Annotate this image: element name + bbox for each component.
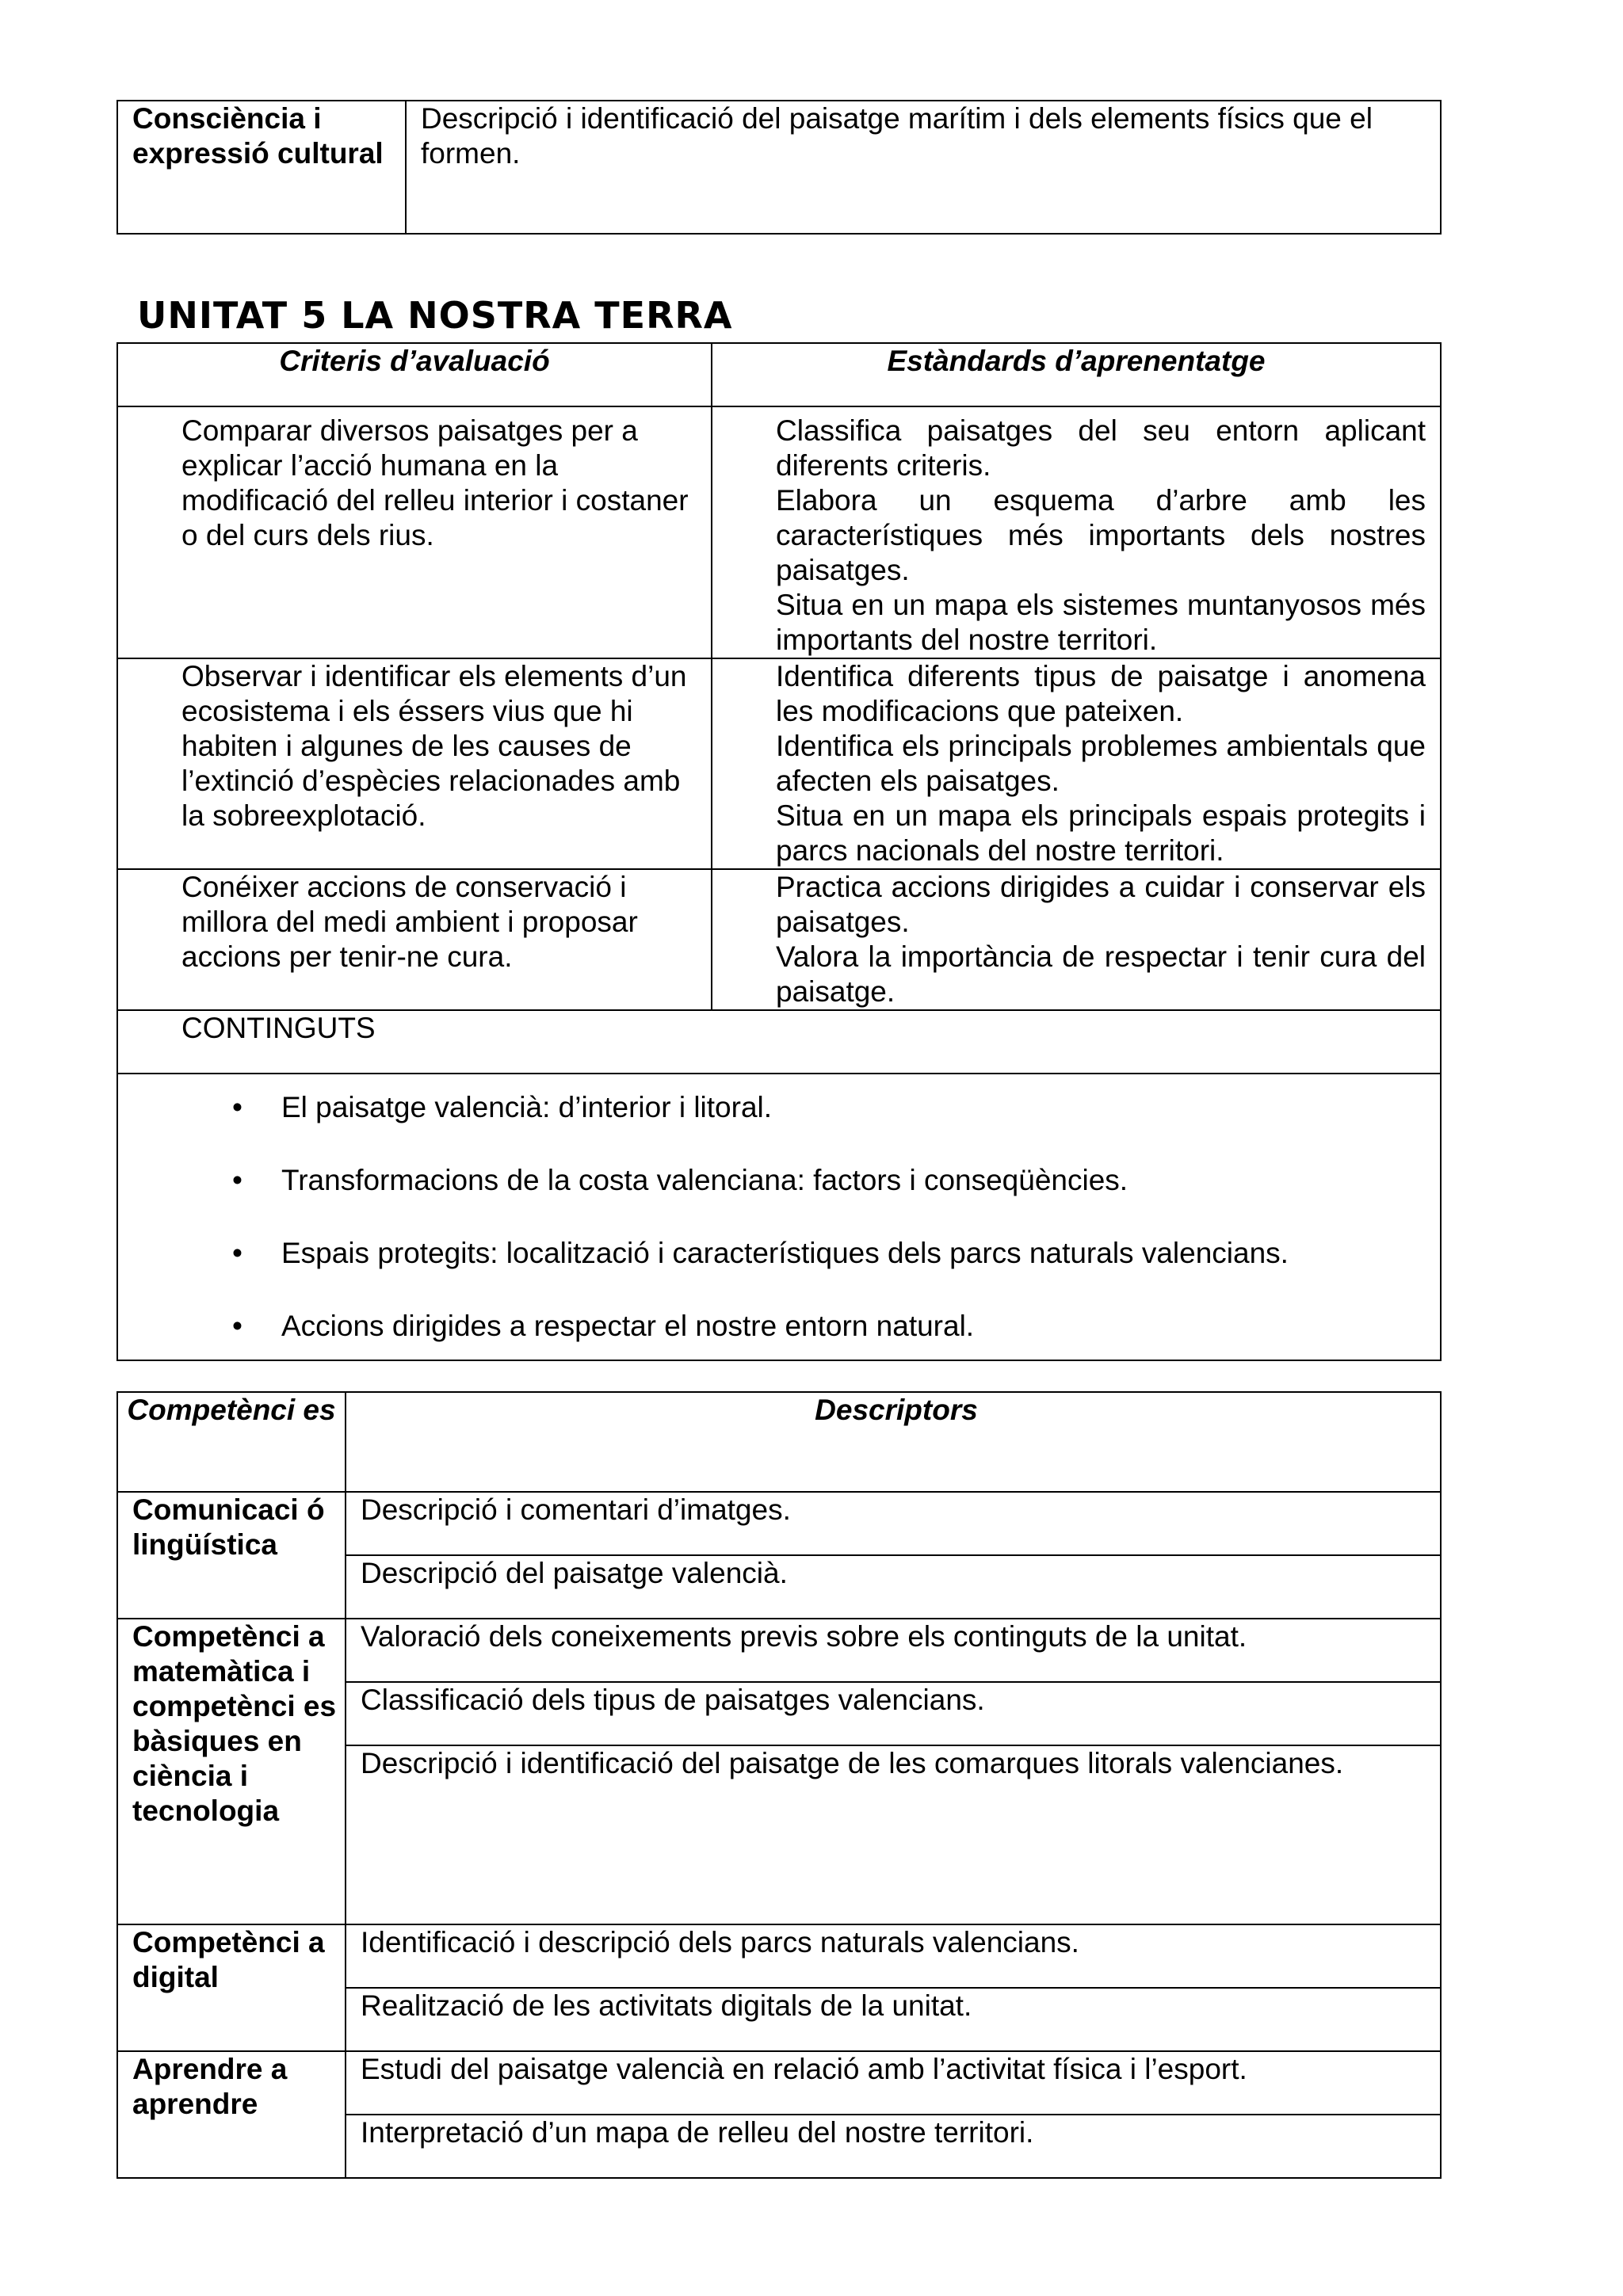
- descriptors-header: Descriptors: [346, 1392, 1441, 1492]
- contents-cell: [117, 1074, 1441, 1360]
- descriptor-cell: Descripció i comentari d’imatges.: [346, 1492, 1441, 1555]
- unit-title: UNITAT 5 LA NOSTRA TERRA: [137, 294, 733, 337]
- bullet-icon: •: [232, 1310, 242, 1342]
- criteria-standards-table: [116, 342, 1442, 1361]
- descriptor-cell: Descripció i identificació del paisatge de les comarques litorals valencianes.: [346, 1745, 1441, 1924]
- descriptor-cell: Classificació dels tipus de paisatges valencians.: [346, 1682, 1441, 1745]
- content-text: El paisatge valencià: d’interior i litoral.: [281, 1091, 773, 1123]
- bullet-icon: •: [232, 1237, 242, 1269]
- descriptor-cell: Interpretació d’un mapa de relleu del nostre territori.: [346, 2115, 1441, 2178]
- standard-item: Situa en un mapa els sistemes muntanyosos més importants del nostre territori.: [776, 589, 1426, 656]
- criterion-text: Conéixer accions de conservació i millora del medi ambient i proposar accions per tenir-ne cura.: [181, 871, 638, 973]
- content-text: Espais protegits: localització i característiques dels parcs naturals valencians.: [281, 1237, 1289, 1269]
- criterion-cell: [117, 406, 712, 658]
- list-item: [232, 1309, 1440, 1344]
- competence-name: Competènci a digital: [117, 1924, 346, 2051]
- list-item: [232, 1163, 1440, 1198]
- standard-item: Valora la importància de respectar i tenir cura del paisatge.: [776, 940, 1426, 1008]
- standard-item: Elabora un esquema d’arbre amb les característiques més importants dels nostres paisatges.: [776, 484, 1426, 586]
- criteria-header: Criteris d’avaluació: [117, 343, 712, 406]
- competences-header: Competènci es: [117, 1392, 346, 1492]
- standard-item: Identifica els principals problemes ambientals que afecten els paisatges.: [776, 730, 1426, 797]
- contents-label: CONTINGUTS: [117, 1010, 1441, 1074]
- descriptor-cell: Identificació i descripció dels parcs naturals valencians.: [346, 1924, 1441, 1988]
- bullet-icon: •: [232, 1091, 242, 1123]
- competence-name: Consciència i expressió cultural: [117, 101, 406, 234]
- standard-item: Situa en un mapa els principals espais protegits i parcs nacionals del nostre territori.: [776, 799, 1426, 867]
- descriptor-cell: Descripció del paisatge valencià.: [346, 1555, 1441, 1619]
- standards-cell: [712, 869, 1441, 1010]
- criterion-cell: [117, 658, 712, 869]
- standard-item: Identifica diferents tipus de paisatge i anomena les modificacions que pateixen.: [776, 660, 1426, 727]
- criterion-cell: [117, 869, 712, 1010]
- bullet-icon: •: [232, 1164, 242, 1196]
- criterion-text: Observar i identificar els elements d’un ecosistema i els éssers vius que hi habiten i algunes de les causes de l’extinció d’espècies relacionades amb la sobreexplotació.: [181, 660, 687, 832]
- cultural-expression-table: [116, 100, 1442, 235]
- criterion-text: Comparar diversos paisatges per a explicar l’acció humana en la modificació del relleu interior i costaner o del curs dels rius.: [181, 414, 689, 551]
- descriptor-cell: Estudi del paisatge valencià en relació amb l’activitat física i l’esport.: [346, 2051, 1441, 2115]
- standards-cell: [712, 658, 1441, 869]
- contents-list: [118, 1090, 1440, 1344]
- standards-cell: [712, 406, 1441, 658]
- competence-name: Comunicaci ó lingüística: [117, 1492, 346, 1619]
- competence-descriptor: Descripció i identificació del paisatge marítim i dels elements físics que el formen.: [406, 101, 1441, 234]
- standards-header: Estàndards d’aprenentatge: [712, 343, 1441, 406]
- competence-name: Competènci a matemàtica i competènci es bàsiques en ciència i tecnologia: [117, 1619, 346, 1924]
- list-item: [232, 1236, 1440, 1271]
- standard-item: Practica accions dirigides a cuidar i conservar els paisatges.: [776, 871, 1426, 938]
- list-item: [232, 1090, 1440, 1125]
- descriptor-cell: Valoració dels coneixements previs sobre els continguts de la unitat.: [346, 1619, 1441, 1682]
- standard-item: Classifica paisatges del seu entorn aplicant diferents criteris.: [776, 414, 1426, 482]
- content-text: Accions dirigides a respectar el nostre entorn natural.: [281, 1310, 975, 1342]
- competence-name: Aprendre a aprendre: [117, 2051, 346, 2178]
- content-text: Transformacions de la costa valenciana: factors i conseqüències.: [281, 1164, 1128, 1196]
- competences-table: [116, 1391, 1442, 2179]
- descriptor-cell: Realització de les activitats digitals de la unitat.: [346, 1988, 1441, 2051]
